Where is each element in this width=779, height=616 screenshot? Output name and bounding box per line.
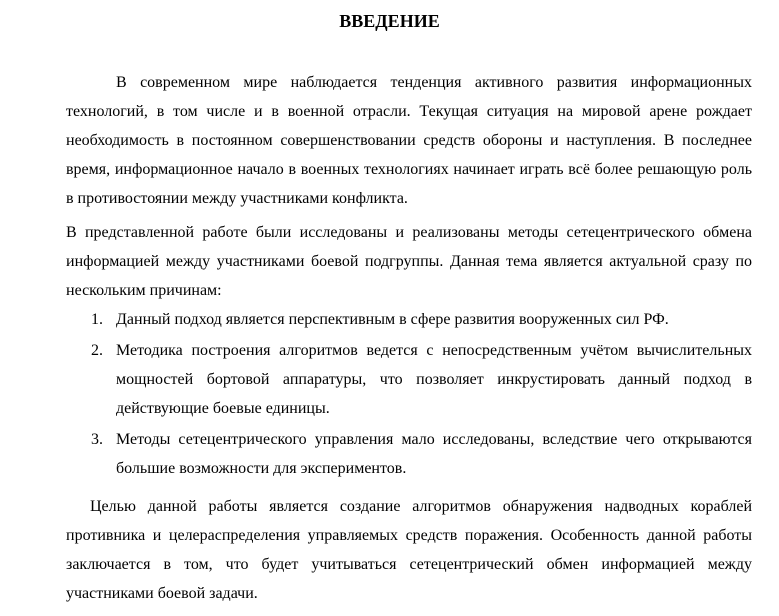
list-item-number: 3. bbox=[91, 431, 103, 448]
reasons-list bbox=[0, 305, 779, 485]
intro-paragraph: В современном мире наблюдается тенденция активного развития информационных технологий, в том числе и в военной отрасли. Текущая ситуация на мировой арене рождает необходимость в постоянном совершенствовании средств обороны и наступления. В последнее время, информационное начало в военных технологиях начинает играть всё более решающую роль в противостоянии между участниками конфликта. bbox=[66, 74, 752, 207]
list-item-text: Методика построения алгоритмов ведется с непосредственным учётом вычислительных мощностей бортовой аппаратуры, что позволяет инкрустировать данный подход в действующие боевые единицы. bbox=[116, 342, 752, 417]
research-paragraph: В представленной работе были исследованы и реализованы методы сетецентрического обмена информацией между участниками боевой подгруппы. Данная тема является актуальной сразу по нескольким причинам: bbox=[66, 224, 752, 299]
list-item bbox=[0, 425, 752, 483]
page-title: ВВЕДЕНИЕ bbox=[339, 11, 440, 31]
list-item-number: 1. bbox=[91, 311, 103, 328]
list-item bbox=[0, 305, 752, 334]
goal-paragraph: Целью данной работы является создание алгоритмов обнаружения надводных кораблей противника и целераспределения управляемых средств поражения. Особенность данной работы заключается в том, что будет учитываться сетецентрический обмен информацией между участниками боевой задачи. bbox=[66, 498, 752, 602]
list-item bbox=[0, 336, 752, 423]
list-item-text: Данный подход является перспективным в сфере развития вооруженных сил РФ. bbox=[116, 311, 669, 328]
list-item-number: 2. bbox=[91, 342, 103, 359]
list-item-text: Методы сетецентрического управления мало исследованы, вследствие чего открываются большие возможности для экспериментов. bbox=[116, 431, 752, 477]
